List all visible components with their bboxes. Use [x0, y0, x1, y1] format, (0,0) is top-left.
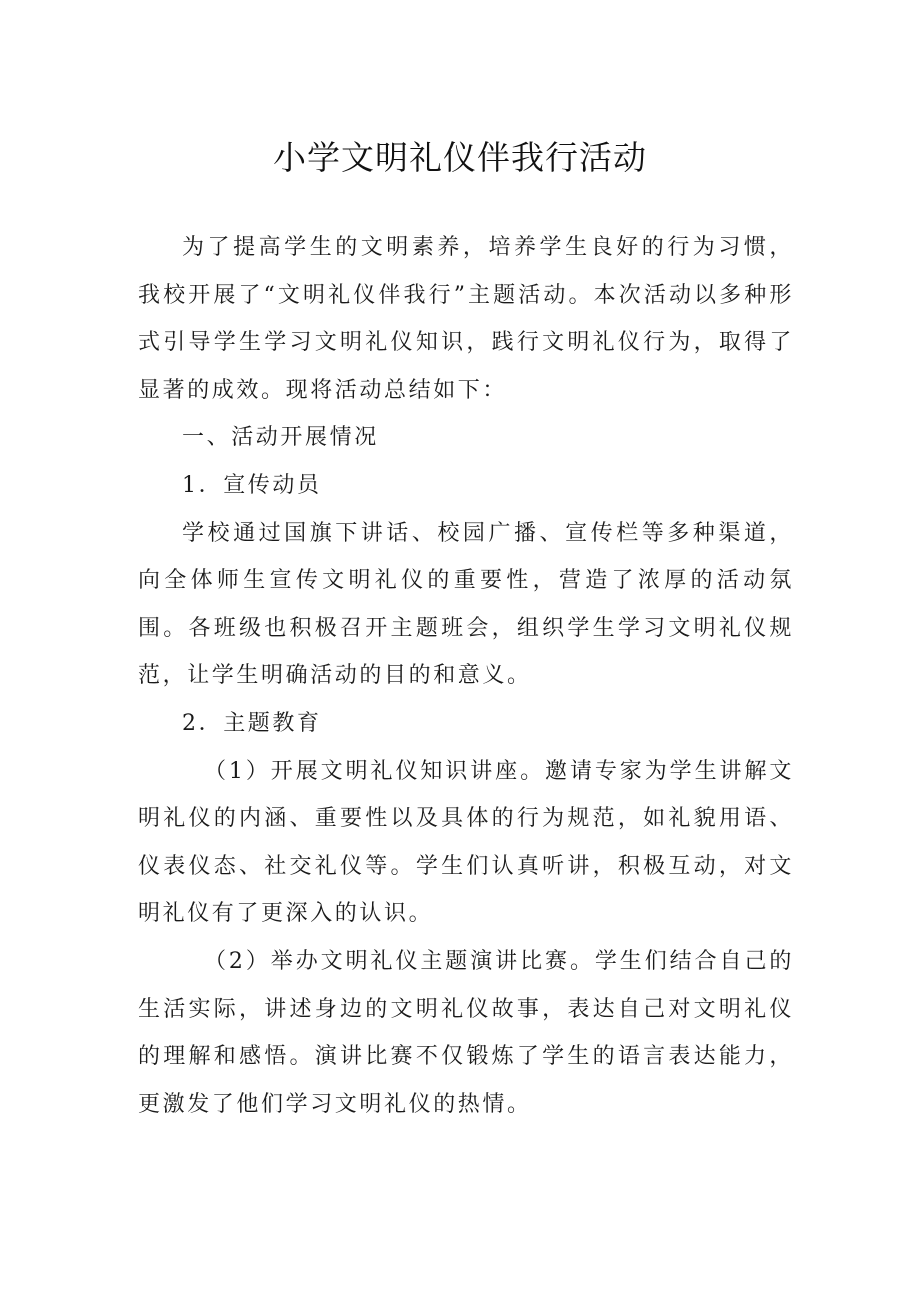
item-heading-1: 1．宣传动员 [182, 472, 322, 498]
subitem-paragraph-1: （1）开展文明礼仪知识讲座。邀请专家为学生讲解文明礼仪的内涵、重要性以及具体的行为规范，如礼貌用语、仪表仪态、社交礼仪等。学生们认真听讲，积极互动，对文明礼仪有了更深入的认识。 [138, 758, 794, 927]
document-body [138, 224, 794, 1128]
item-heading-2: 2．主题教育 [182, 710, 322, 736]
intro-paragraph: 为了提高学生的文明素养，培养学生良好的行为习惯，我校开展了“文明礼仪伴我行”主题活动。本次活动以多种形式引导学生学习文明礼仪知识，践行文明礼仪行为，取得了显著的成效。现将活动总结如下： [138, 235, 794, 403]
subitem-paragraph-2: （2）举办文明礼仪主题演讲比赛。学生们结合自己的生活实际，讲述身边的文明礼仪故事，表达自己对文明礼仪的理解和感悟。演讲比赛不仅锻炼了学生的语言表达能力，更激发了他们学习文明礼仪的热情。 [138, 948, 794, 1117]
section-heading-1: 一、活动开展情况 [182, 425, 379, 451]
item-paragraph-1: 学校通过国旗下讲话、校园广播、宣传栏等多种渠道，向全体师生宣传文明礼仪的重要性，营造了浓厚的活动氛围。各班级也积极召开主题班会，组织学生学习文明礼仪规范，让学生明确活动的目的和意义。 [138, 520, 794, 689]
document-title: 小学文明礼仪伴我行活动 [273, 138, 647, 177]
